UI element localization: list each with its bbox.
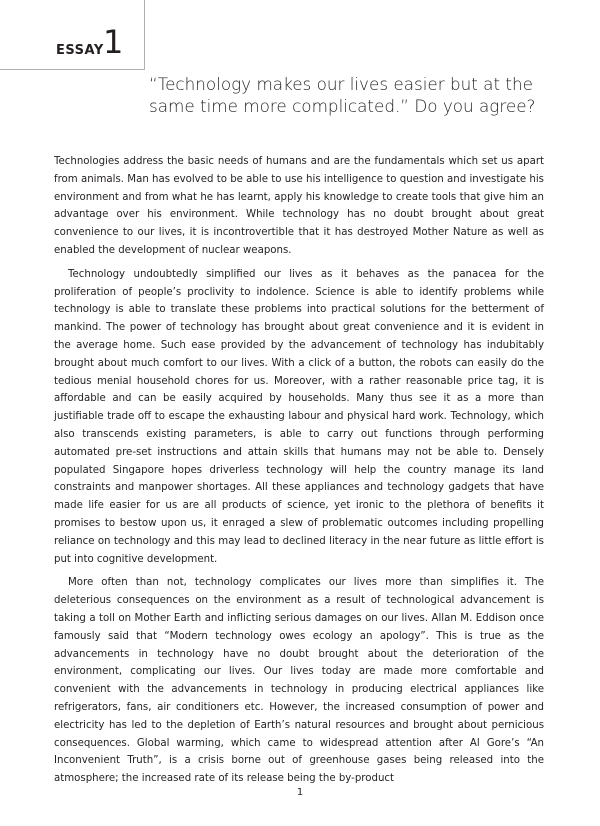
essay-label: ESSAY [56,43,104,58]
paragraph-1: Technologies address the basic needs of humans and are the fundamentals which set us apart from animals. Man has evolved to be able to use his intelligence to question and investigate his environment and from what he has learnt, apply his knowledge to create tools that give him an advantage over his environment. While technology has no doubt brought about great convenience to our lives, it is incontrovertible that it has destroyed Mother Nature as well as enabled the development of nuclear weapons. [54,156,544,256]
essay-body [54,153,544,788]
essay-header-box [0,0,145,70]
essay-number: 1 [103,23,124,61]
essay-title: “Technology makes our lives easier but at the same time more complicated.” Do you agree? [149,74,536,116]
paragraph-2: Technology undoubtedly simplified our lives as it behaves as the panacea for the proliferation of people’s proclivity to indolence. Science is able to identify problems while technology is able to translate these problems into practical solutions for the betterment of mankind. The power of technology has brought about great convenience and it is evident in the average home. Such ease provided by the advancement of technology has indubitably brought about much comfort to our lives. With a click of a button, the robots can easily do the tedious menial household chores for us. Moreover, with a rather reasonable price tag, it is affordable and can be easily acquired by households. Many thus see it as a more than justifiable trade off to escape the exhausting labour and physical hard work. Technology, which also transcends existing parameters, is able to carry out functions through performing automated pre-set instructions and attain skills that humans may not be able to. Densely populated Singapore hopes driverless technology will help the country manage its land constraints and manpower shortages. All these appliances and technology gadgets that have made life easier for us are all products of science, yet ironic to the plethora of benefits it promises to bestow upon us, it enraged a slew of problematic outcomes including propelling reliance on technology and this may lead to declined literacy in the near future as little effort is put into cognitive development. [54,268,544,565]
page-number: 1 [296,787,304,798]
paragraph-3: More often than not, technology complicates our lives more than simplifies it. The deleterious consequences on the environment as a result of technological advancement is taking a toll on Mother Earth and inflicting serious damages on our lives. Allan M. Eddison once famously said that “Modern technology owes ecology an apology”. This is true as the advancements in technology have no doubt brought about the deterioration of the environment, complicating our lives. Our lives today are made more comfortable and convenient with the advancements in technology in producing electrical appliances like refrigerators, fans, air conditioners etc. However, the increased consumption of power and electricity has led to the depletion of Earth’s natural resources and brought about pernicious consequences. Global warming, which came to widespread attention after Al Gore’s “An Inconvenient Truth”, is a crisis borne out of greenhouse gases being released into the atmosphere; the increased rate of its release being the by-product [54,577,544,785]
